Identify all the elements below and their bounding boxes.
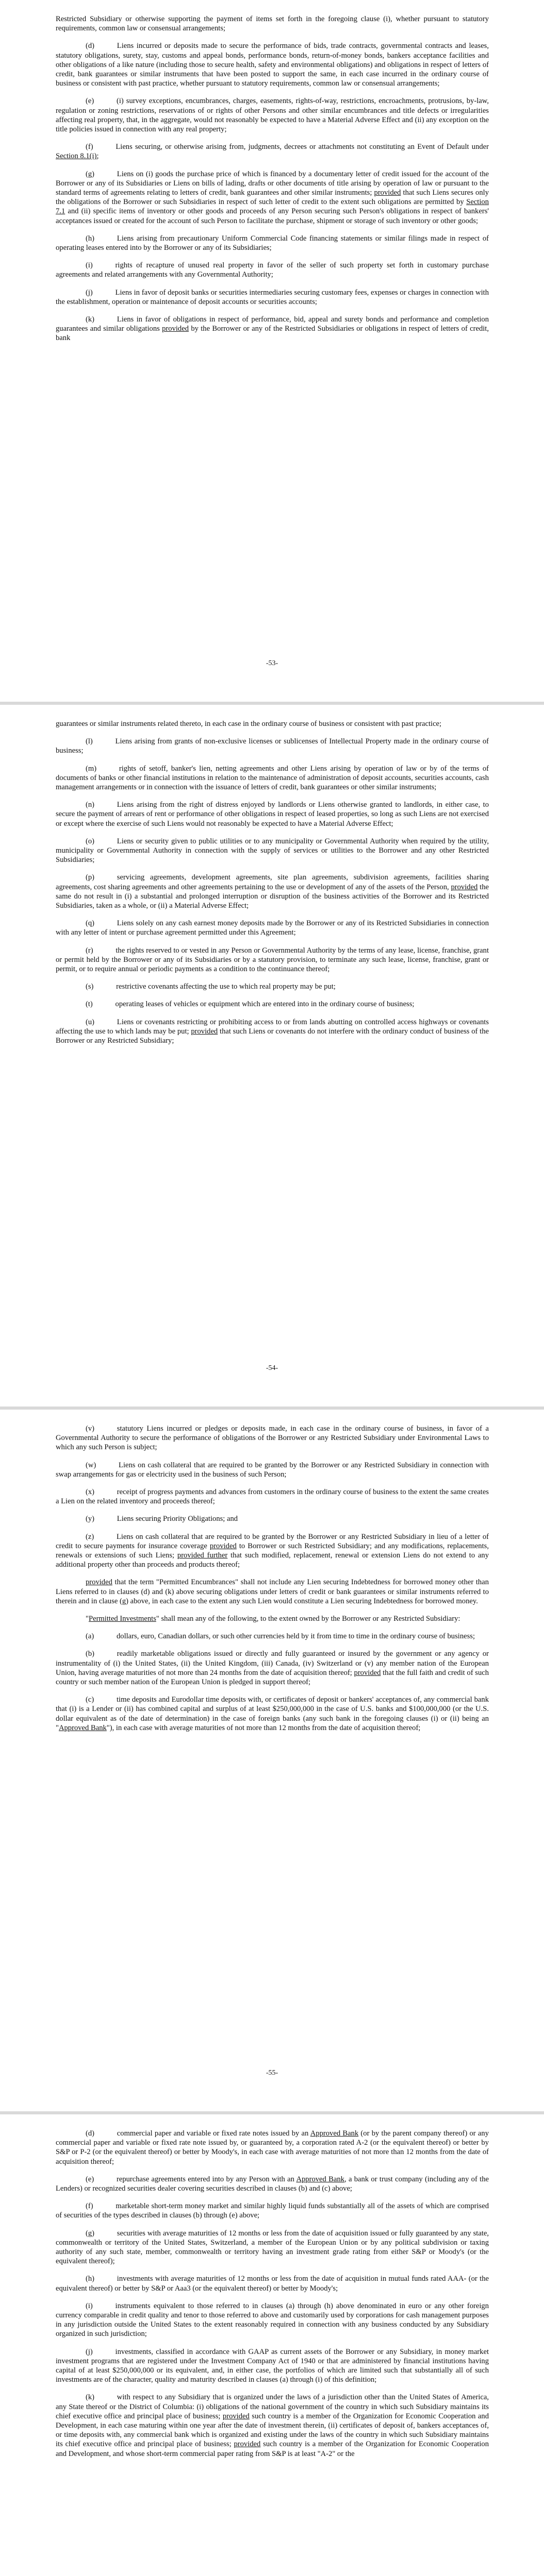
paragraph: (f) Liens securing, or otherwise arising from, judgments, decrees or attachments not constituting an Event of Default under Section 8.1(i); (56, 143, 489, 161)
paragraph: (f) marketable short-term money market and similar highly liquid funds substantially all of the assets of which are comprised of securities of the types described in clauses (b) through (e) above; (56, 2202, 489, 2220)
paragraph: (w) Liens on cash collateral that are required to be granted by the Borrower or any Restricted Subsidiary in connection with swap arrangements for gas or electricity used in the business of such Person; (56, 1461, 489, 1479)
paragraph: (t) operating leases of vehicles or equipment which are entered into in the ordinary course of business; (86, 1000, 415, 1009)
document-page (0, 705, 544, 1408)
paragraph: (i) instruments equivalent to those referred to in clauses (a) through (h) above denominated in euro or any other foreign currency comparable in credit quality and tenor to those referred to above and customarily used by corporations for cash management purposes in any jurisdiction outside the United States to the extent reasonably required in connection with any business conducted by any Subsidiary organized in such jurisdiction; (56, 2301, 489, 2338)
document-page (0, 2114, 544, 2576)
paragraph: (p) servicing agreements, development agreements, site plan agreements, subdivision agreements, facilities sharing agreements, cost sharing agreements and other agreements pertaining to the use or development of any of the assets of the Person, provided the same do not result in (i) a substantial and prolonged interruption or disruption of the business activities of the Borrower and its Restricted Subsidiaries, taken as a whole, or (ii) a Material Adverse Effect; (56, 873, 489, 910)
paragraph: (v) statutory Liens incurred or pledges or deposits made, in each case in the ordinary course of business, in favor of a Governmental Authority to secure the performance of obligations of the Borrower or any Restricted Subsidiary under Environmental Laws to which any such Person is subject; (56, 1425, 489, 1452)
paragraph: provided that the term "Permitted Encumbrances" shall not include any Lien securing Indebtedness for borrowed money other than Liens referred to in clauses (d) and (k) above securing obligations under letters of credit or bank guarantees or similar instruments referred to therein and in clause (g) above, in each case to the extent any such Lien would constitute a Lien securing Indebtedness for borrowed money. (56, 1578, 489, 1605)
page-number: -54- (266, 1364, 278, 1372)
page-number: -55- (266, 2069, 278, 2077)
paragraph: (d) Liens incurred or deposits made to secure the performance of bids, trade contracts, governmental contracts and leases, statutory obligations, surety, stay, customs and appeal bonds, performance bonds, return-of-money bonds, bankers acceptance facilities and other obligations of a like nature (including those to secure health, safety and environmental obligations) and obligations in respect of letters of credit, bank guarantees or similar instruments that have been posted to support the same, in each case incurred in the ordinary course of business or consistent with past practice, whether pursuant to statutory requirements, common law or consensual arrangements; (56, 42, 489, 88)
paragraph: (y) Liens securing Priority Obligations; and (86, 1515, 238, 1523)
paragraph: (e) (i) survey exceptions, encumbrances, charges, easements, rights-of-way, restrictions, encroachments, protrusions, by-law, regulation or zoning restrictions, reservations of or rights of other Persons and other similar encumbrances and title defects or irregularities affecting real property, that, in the aggregate, would not reasonably be expected to have a Material Adverse Effect and (ii) any exception on the title policies issued in connection with any real property; (56, 97, 489, 134)
paragraph: (m) rights of setoff, banker's lien, netting agreements and other Liens arising by operation of law or by of the terms of documents of banks or other financial institutions in relation to the maintenance of administration of deposit accounts, securities accounts, cash management arrangements or in connection with the issuance of letters of credit, bank guarantees or other similar instruments; (56, 764, 489, 792)
paragraph: (s) restrictive covenants affecting the use to which real property may be put; (86, 982, 336, 991)
paragraph: (d) commercial paper and variable or fixed rate notes issued by an Approved Bank (or by the parent company thereof) or any commercial paper and variable or fixed rate note issued by, or guaranteed by, a corporation rated A-2 (or the equivalent thereof) or better by S&P or P-2 (or the equivalent thereof) or better by Moody's, in each case with average maturities of not more than 12 months from the date of acquisition thereof; (56, 2129, 489, 2166)
paragraph: (g) Liens on (i) goods the purchase price of which is financed by a documentary letter of credit issued for the account of the Borrower or any of its Subsidiaries or Liens on bills of lading, drafts or other documents of title arising by operation of law or pursuant to the standard terms of agreements relating to letters of credit, bank guarantees and other similar instruments; provided that such Liens secures only the obligations of the Borrower or such Subsidiaries in respect of such letter of credit to the extent such obligations are permitted by Section 7.1 and (ii) specific items of inventory or other goods and proceeds of any Person securing such Person's obligations in respect of bankers' acceptances issued or created for the account of such Person to facilitate the purchase, shipment or storage of such inventory or other goods; (56, 170, 489, 225)
paragraph: (l) Liens arising from grants of non-exclusive licenses or sublicenses of Intellectual Property made in the ordinary course of business; (56, 737, 489, 755)
paragraph: (e) repurchase agreements entered into by any Person with an Approved Bank, a bank or trust company (including any of the Lenders) or recognized securities dealer covering securities described in clauses (b) and (c) above; (56, 2175, 489, 2193)
page-content (56, 14, 489, 351)
page-content (56, 719, 489, 1054)
paragraph: (c) time deposits and Eurodollar time deposits with, or certificates of deposit or bankers' acceptances of, any commercial bank that (i) is a Lender or (ii) has combined capital and surplus of at least $250,000,000 in the case of U.S. banks and $100,000,000 (or the U.S. dollar equivalent as of the date of determination) in the case of foreign banks (any such bank in the foregoing clauses (i) or (ii) being an "Approved Bank"), in each case with average maturities of not more than 12 months from the date of acquisition thereof; (56, 1696, 489, 1732)
paragraph: (h) Liens arising from precautionary Uniform Commercial Code financing statements or similar filings made in respect of operating leases entered into by the Borrower or any of its Subsidiaries; (56, 234, 489, 252)
paragraph: (k) with respect to any Subsidiary that is organized under the laws of a jurisdiction other than the United States of America, any State thereof or the District of Columbia: (i) obligations of the national government of the country in which such Subsidiary maintains its chief executive office and principal place of business; provided such country is a member of the Organization for Economic Cooperation and Development, in each case maturing within one year after the date of investment therein, (ii) certificates of deposit of, bankers acceptances of, or time deposits with, any commercial bank which is organized and existing under the laws of the country in which such Subsidiary maintains its chief executive office and principal place of business; provided such country is a member of the Organization for Economic Cooperation and Development, and whose short-term commercial paper rating from S&P is at least "A-2" or the (56, 2393, 489, 2458)
paragraph: (o) Liens or security given to public utilities or to any municipality or Governmental Authority when required by the utility, municipality or Governmental Authority in connection with the supply of services or utilities to the Borrower and any other Restricted Subsidiaries; (56, 837, 489, 865)
paragraph: (b) readily marketable obligations issued or directly and fully guaranteed or insured by the government or any agency or instrumentality of (i) the United States, (ii) the United Kingdom, (iii) Canada, (iv) Switzerland or (v) any member nation of the European Union, having average maturities of not more than 24 months from the date of acquisition thereof; provided that the full faith and credit of such country or such member nation of the European Union is pledged in support thereof; (56, 1650, 489, 1687)
page-content (56, 2129, 489, 2467)
paragraph: (z) Liens on cash collateral that are required to be granted by the Borrower or any Restricted Subsidiary in lieu of a letter of credit to secure payments for insurance coverage provided to Borrower or such Restricted Subsidiary; and any modifications, replacements, renewals or extensions of such Liens; provided further that such modified, replacement, renewal or extension Liens do not extend to any additional property other than proceeds and products thereof; (56, 1532, 489, 1569)
page-number: -53- (266, 659, 278, 667)
paragraph: (j) investments, classified in accordance with GAAP as current assets of the Borrower or any Subsidiary, in money market investment programs that are registered under the Investment Company Act of 1940 or that are administered by financial institutions having capital of at least $250,000,000 or its equivalent, and, in either case, the portfolios of which are limited such that substantially all of such investments are of the character, quality and maturity described in clauses (a) through (i) of this definition; (56, 2347, 489, 2384)
document-page (0, 0, 544, 703)
paragraph: (r) the rights reserved to or vested in any Person or Governmental Authority by the terms of any lease, license, franchise, grant or permit held by the Borrower or any of its Subsidiaries or by a statutory provision, to terminate any such lease, license, franchise, grant or permit, or to require annual or periodic payments as a condition to the continuance thereof; (56, 946, 489, 974)
paragraph: (k) Liens in favor of obligations in respect of performance, bid, appeal and surety bonds and performance and completion guarantees and similar obligations provided by the Borrower or any of the Restricted Subsidiaries or obligations in respect of letters of credit, bank (56, 315, 489, 343)
paragraph: (i) rights of recapture of unused real property in favor of the seller of such property set forth in customary purchase agreements and related arrangements with any Governmental Authority; (56, 261, 489, 279)
paragraph: "Permitted Investments" shall mean any of the following, to the extent owned by the Borrower or any Restricted Subsidiary: (86, 1615, 460, 1623)
paragraph: guarantees or similar instruments related thereto, in each case in the ordinary course of business or consistent with past practice; (56, 720, 442, 728)
page-content (56, 1424, 489, 1741)
paragraph: (j) Liens in favor of deposit banks or securities intermediaries securing customary fees, expenses or charges in connection with the establishment, operation or maintenance of deposit accounts or securities accounts; (56, 288, 489, 306)
paragraph: (n) Liens arising from the right of distress enjoyed by landlords or Liens otherwise granted to landlords, in either case, to secure the payment of arrears of rent or performance of other obligations in respect of leased properties, so long as such Liens are not exercised or except where the exercise of such Liens would not reasonably be expected to have a Material Adverse Effect; (56, 801, 489, 828)
paragraph: (g) securities with average maturities of 12 months or less from the date of acquisition issued or fully guaranteed by any state, commonwealth or territory of the United States, Switzerland, a member of the European Union or by any political subdivision or taxing authority of any such state, member, commonwealth or territory having an investment grade rating from either S&P or Moody's (or the equivalent thereof); (56, 2229, 489, 2266)
paragraph: (u) Liens or covenants restricting or prohibiting access to or from lands abutting on controlled access highways or covenants affecting the use to which lands may be put; provided that such Liens or covenants do not interfere with the ordinary conduct of business of the Borrower or any Restricted Subsidiary; (56, 1018, 489, 1045)
paragraph: (x) receipt of progress payments and advances from customers in the ordinary course of business to the extent the same creates a Lien on the related inventory and proceeds thereof; (56, 1488, 489, 1506)
paragraph: (h) investments with average maturities of 12 months or less from the date of acquisition in mutual funds rated AAA- (or the equivalent thereof) or better by S&P or Aaa3 (or the equivalent thereof) or better by Moody's; (56, 2275, 489, 2293)
paragraph: (q) Liens solely on any cash earnest money deposits made by the Borrower or any of its Restricted Subsidiaries in connection with any letter of intent or purchase agreement permitted under this Agreement; (56, 919, 489, 937)
paragraph: Restricted Subsidiary or otherwise supporting the payment of items set forth in the foregoing clause (i), whether pursuant to statutory requirements, common law or consensual arrangements; (56, 15, 489, 33)
paragraph: (a) dollars, euro, Canadian dollars, or such other currencies held by it from time to time in the ordinary course of business; (86, 1632, 475, 1641)
document-page (0, 1410, 544, 2113)
